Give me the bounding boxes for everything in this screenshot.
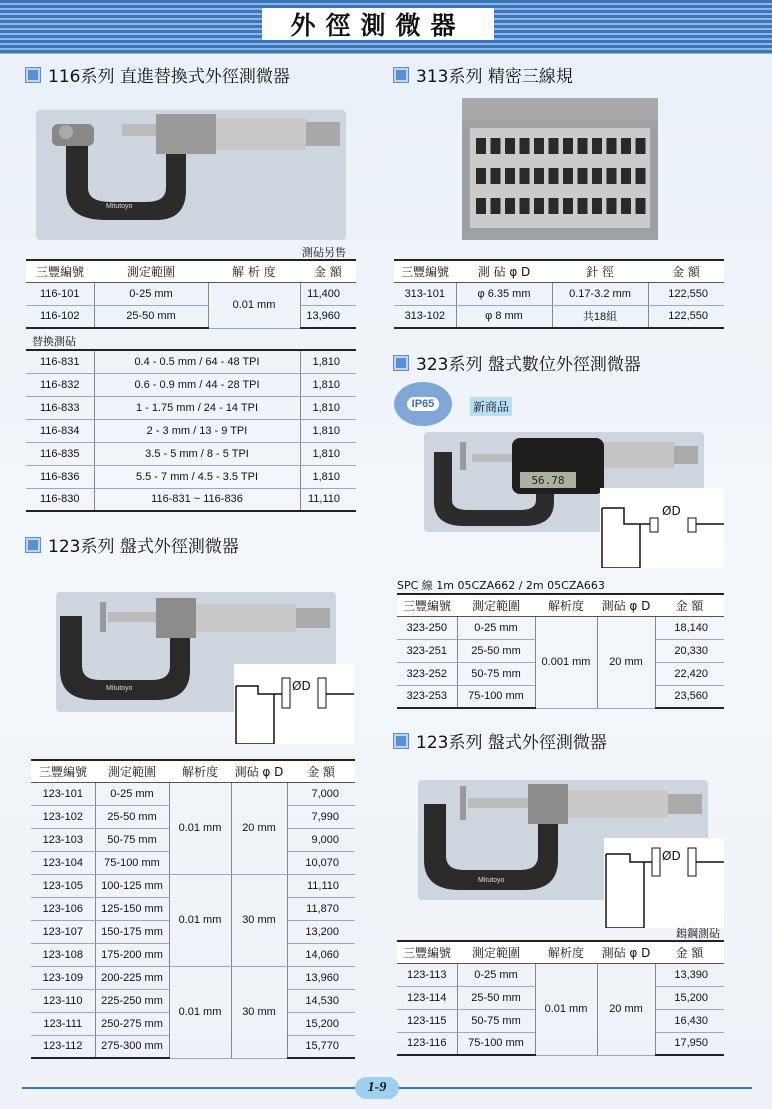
page-number: 1-9 (355, 1077, 399, 1099)
cell-model: 123-101 (31, 782, 95, 805)
wire-slot (592, 198, 602, 214)
wire-slot (636, 138, 646, 154)
cell-price: 23,560 (655, 685, 724, 708)
cell-model: 116-834 (26, 419, 94, 442)
wire-slot (491, 138, 501, 154)
table-123b (397, 940, 724, 1056)
cell-range: 0-25 mm (457, 616, 535, 639)
cell-model: 123-107 (31, 920, 95, 943)
wire-slot (592, 168, 602, 184)
cell-range: 116-831 ~ 116-836 (94, 488, 300, 511)
cell-range: 25-50 mm (457, 639, 535, 662)
cell-resolution: 0.01 mm (208, 282, 300, 328)
cell-range: 2 - 3 mm / 13 - 9 TPI (94, 419, 300, 442)
diagram-od-label: ØD (662, 504, 681, 518)
wire-slot (621, 168, 631, 184)
cell-range: 225-250 mm (95, 989, 169, 1012)
table-row (26, 488, 356, 511)
cell-range: 75-100 mm (457, 1032, 535, 1055)
wire-slot (578, 168, 588, 184)
table-323 (397, 593, 724, 709)
ip65-badge (394, 382, 452, 426)
cell-range: 0-25 mm (94, 282, 208, 305)
cell-price: 17,950 (655, 1032, 724, 1055)
cell-model: 116-833 (26, 396, 94, 419)
new-product-label: 新商品 (470, 397, 512, 416)
cell-model: 323-250 (397, 616, 457, 639)
col-header: 測 砧 φ D (456, 260, 552, 282)
wire-slot (549, 168, 559, 184)
wire-slot (476, 198, 486, 214)
cell-model: 123-113 (397, 963, 457, 986)
cell-range: 25-50 mm (94, 305, 208, 328)
cell-price: 15,770 (287, 1035, 355, 1058)
section-323-title-text: 323系列 盤式數位外徑測微器 (416, 355, 641, 375)
cell-price: 122,550 (648, 282, 724, 305)
cell-model: 313-101 (394, 282, 456, 305)
section-323-title (394, 350, 641, 375)
wire-slot (607, 138, 617, 154)
wire-slot (621, 138, 631, 154)
col-header: 金 額 (655, 941, 724, 963)
wire-slot (476, 138, 486, 154)
wire-slot (476, 168, 486, 184)
page-title: 外徑測微器 (262, 8, 494, 40)
wire-slot (563, 198, 573, 214)
ip65-badge-text: IP65 (407, 397, 440, 411)
cell-range: 175-200 mm (95, 943, 169, 966)
col-header: 金 額 (300, 260, 356, 282)
cell-range: 0.6 - 0.9 mm / 44 - 28 TPI (94, 373, 300, 396)
cell-price: 11,870 (287, 897, 355, 920)
wire-slot (578, 198, 588, 214)
table-row (394, 282, 724, 305)
section-123b-title (394, 728, 607, 753)
col-header: 測砧 φ D (597, 941, 655, 963)
col-header: 金 額 (648, 260, 724, 282)
cell-price: 7,990 (287, 805, 355, 828)
cell-price: 14,060 (287, 943, 355, 966)
disc-anvil-diagram (234, 664, 354, 744)
cell-resolution: 0.01 mm (535, 963, 597, 1055)
cell-model: 123-105 (31, 874, 95, 897)
cell-range: 25-50 mm (95, 805, 169, 828)
cell-price: 14,530 (287, 989, 355, 1012)
wire-slot (534, 168, 544, 184)
section-123b-title-text: 123系列 盤式外徑測微器 (416, 733, 607, 753)
cell-model: 123-109 (31, 966, 95, 989)
diagram-od-label: ØD (662, 849, 681, 863)
wire-slot (505, 198, 515, 214)
col-header: 測定範圍 (457, 941, 535, 963)
table-row (394, 305, 724, 328)
cell-model: 123-106 (31, 897, 95, 920)
section-313-title (394, 62, 573, 87)
cell-model: 123-110 (31, 989, 95, 1012)
col-header: 測砧 φ D (597, 594, 655, 616)
cell-model: 116-102 (26, 305, 94, 328)
cell-range: 75-100 mm (457, 685, 535, 708)
cell-price: 122,550 (648, 305, 724, 328)
table-row (26, 282, 356, 305)
cell-resolution: 0.001 mm (535, 616, 597, 708)
col-header: 測定範圍 (94, 260, 208, 282)
cell-model: 116-832 (26, 373, 94, 396)
cell-range: 100-125 mm (95, 874, 169, 897)
col-header: 金 額 (655, 594, 724, 616)
col-header: 解 析 度 (208, 260, 300, 282)
cell-price: 13,960 (300, 305, 356, 328)
col-header: 測定範圍 (457, 594, 535, 616)
table-123a (31, 759, 355, 1059)
cell-range: 1 - 1.75 mm / 24 - 14 TPI (94, 396, 300, 419)
cell-range: 0.4 - 0.5 mm / 64 - 48 TPI (94, 350, 300, 373)
table-313 (394, 259, 724, 329)
wire-slot (563, 168, 573, 184)
cell-price: 13,960 (287, 966, 355, 989)
cell-model: 123-104 (31, 851, 95, 874)
cell-price: 22,420 (655, 662, 724, 685)
cell-price: 1,810 (300, 442, 356, 465)
cell-range: 50-75 mm (457, 1009, 535, 1032)
cell-model: 116-830 (26, 488, 94, 511)
cell-range: 50-75 mm (457, 662, 535, 685)
cell-price: 7,000 (287, 782, 355, 805)
cell-model: 123-111 (31, 1012, 95, 1035)
cell-price: 13,200 (287, 920, 355, 943)
cell-model: 123-102 (31, 805, 95, 828)
cell-range: 275-300 mm (95, 1035, 169, 1058)
wire-slot (636, 168, 646, 184)
section-bullet-icon (394, 356, 408, 370)
wire-slot (505, 138, 515, 154)
lcd-display-value: 56.78 (531, 474, 565, 487)
cell-range: 125-150 mm (95, 897, 169, 920)
cell-range: 0-25 mm (95, 782, 169, 805)
cell-range: 0-25 mm (457, 963, 535, 986)
cell-model: 123-115 (397, 1009, 457, 1032)
cell-range: 200-225 mm (95, 966, 169, 989)
cell-range: 75-100 mm (95, 851, 169, 874)
cell-resolution: 0.01 mm (169, 966, 231, 1058)
col-header: 三豐編號 (397, 594, 457, 616)
disc-micrometer-tungsten-brand: Mitutoyo (478, 877, 505, 884)
cell-price: 13,390 (655, 963, 724, 986)
col-header: 三豐編號 (394, 260, 456, 282)
cell-anvil: φ 6.35 mm (456, 282, 552, 305)
wire-slot (520, 138, 530, 154)
wire-slot (520, 198, 530, 214)
cell-range: 150-175 mm (95, 920, 169, 943)
table-row (26, 305, 356, 328)
section-bullet-icon (394, 68, 408, 82)
cell-anvil: 20 mm (597, 963, 655, 1055)
cell-model: 116-101 (26, 282, 94, 305)
cell-price: 10,070 (287, 851, 355, 874)
three-wire-set-photo (462, 98, 658, 240)
col-header: 三豐編號 (26, 260, 94, 282)
cell-price: 18,140 (655, 616, 724, 639)
cell-range: 3.5 - 5 mm / 8 - 5 TPI (94, 442, 300, 465)
wire-slot (607, 168, 617, 184)
cell-price: 11,400 (300, 282, 356, 305)
cell-model: 323-252 (397, 662, 457, 685)
cell-model: 116-831 (26, 350, 94, 373)
table-row (26, 396, 356, 419)
wire-slot (491, 168, 501, 184)
table-row (26, 373, 356, 396)
wire-slot (491, 198, 501, 214)
cell-range: 25-50 mm (457, 986, 535, 1009)
table-row (31, 966, 355, 989)
wire-slot (520, 168, 530, 184)
section-bullet-icon (26, 68, 40, 82)
anvil-label: 替換測砧 (32, 335, 76, 348)
cell-anvil: φ 8 mm (456, 305, 552, 328)
cell-model: 123-114 (397, 986, 457, 1009)
col-header: 三豐編號 (397, 941, 457, 963)
table-row (397, 616, 724, 639)
section-123a-title (26, 532, 239, 557)
wire-slot (607, 198, 617, 214)
cell-price: 11,110 (287, 874, 355, 897)
cell-anvil: 30 mm (231, 874, 287, 966)
cell-model: 313-102 (394, 305, 456, 328)
cell-price: 20,330 (655, 639, 724, 662)
cell-model: 123-116 (397, 1032, 457, 1055)
wire-slot (534, 198, 544, 214)
disc-anvil-diagram (600, 488, 724, 568)
spc-line-note: SPC 線 1m 05CZA662 / 2m 05CZA663 (397, 579, 605, 592)
wire-slot (563, 138, 573, 154)
cell-range: 50-75 mm (95, 828, 169, 851)
micrometer-116-brand: Mitutoyo (106, 203, 133, 210)
cell-model: 116-835 (26, 442, 94, 465)
cell-price: 1,810 (300, 419, 356, 442)
col-header: 解析度 (169, 760, 231, 782)
cell-price: 1,810 (300, 396, 356, 419)
cell-anvil: 20 mm (597, 616, 655, 708)
col-header: 三豐編號 (31, 760, 95, 782)
disc-anvil-diagram (604, 838, 724, 928)
section-313-title-text: 313系列 精密三線規 (416, 67, 573, 87)
cell-model: 323-251 (397, 639, 457, 662)
cell-resolution: 0.01 mm (169, 782, 231, 874)
cell-price: 16,430 (655, 1009, 724, 1032)
table-row (397, 963, 724, 986)
wire-slot (621, 198, 631, 214)
cell-price: 15,200 (655, 986, 724, 1009)
cell-resolution: 0.01 mm (169, 874, 231, 966)
cell-model: 123-103 (31, 828, 95, 851)
wire-slot (549, 138, 559, 154)
cell-price: 1,810 (300, 465, 356, 488)
cell-price: 1,810 (300, 350, 356, 373)
cell-range: 5.5 - 7 mm / 4.5 - 3.5 TPI (94, 465, 300, 488)
cell-price: 11,110 (300, 488, 356, 511)
disc-micrometer-brand: Mitutoyo (106, 685, 133, 692)
wire-slot (505, 168, 515, 184)
section-123a-title-text: 123系列 盤式外徑測微器 (48, 537, 239, 557)
cell-price: 15,200 (287, 1012, 355, 1035)
wire-slot (534, 138, 544, 154)
cell-price: 9,000 (287, 828, 355, 851)
table-row (31, 782, 355, 805)
cell-price: 1,810 (300, 373, 356, 396)
diagram-od-label: ØD (292, 679, 311, 693)
table-116-anvils (26, 349, 356, 512)
table-row (26, 442, 356, 465)
table-row (26, 465, 356, 488)
cell-model: 123-112 (31, 1035, 95, 1058)
table-116 (26, 259, 356, 329)
cell-pin: 共18組 (552, 305, 648, 328)
section-bullet-icon (394, 734, 408, 748)
sec116-note: 測砧另售 (302, 246, 346, 259)
section-116-title (26, 62, 290, 87)
table-row (26, 419, 356, 442)
cell-model: 116-836 (26, 465, 94, 488)
wire-slot (592, 138, 602, 154)
col-header: 解析度 (535, 594, 597, 616)
wire-slot (578, 138, 588, 154)
cell-anvil: 30 mm (231, 966, 287, 1058)
col-header: 針 徑 (552, 260, 648, 282)
col-header: 金 額 (287, 760, 355, 782)
cell-range: 250-275 mm (95, 1012, 169, 1035)
sec123b-note: 鎢鋼測砧 (676, 927, 720, 940)
wire-slot (549, 198, 559, 214)
wire-slot (636, 198, 646, 214)
table-row (31, 874, 355, 897)
section-bullet-icon (26, 538, 40, 552)
cell-anvil: 20 mm (231, 782, 287, 874)
col-header: 測定範圍 (95, 760, 169, 782)
section-116-title-text: 116系列 直進替換式外徑測微器 (48, 67, 290, 87)
cell-model: 123-108 (31, 943, 95, 966)
col-header: 測砧 φ D (231, 760, 287, 782)
table-row (26, 350, 356, 373)
micrometer-116-photo (36, 110, 346, 240)
cell-pin: 0.17-3.2 mm (552, 282, 648, 305)
cell-model: 323-253 (397, 685, 457, 708)
col-header: 解析度 (535, 941, 597, 963)
